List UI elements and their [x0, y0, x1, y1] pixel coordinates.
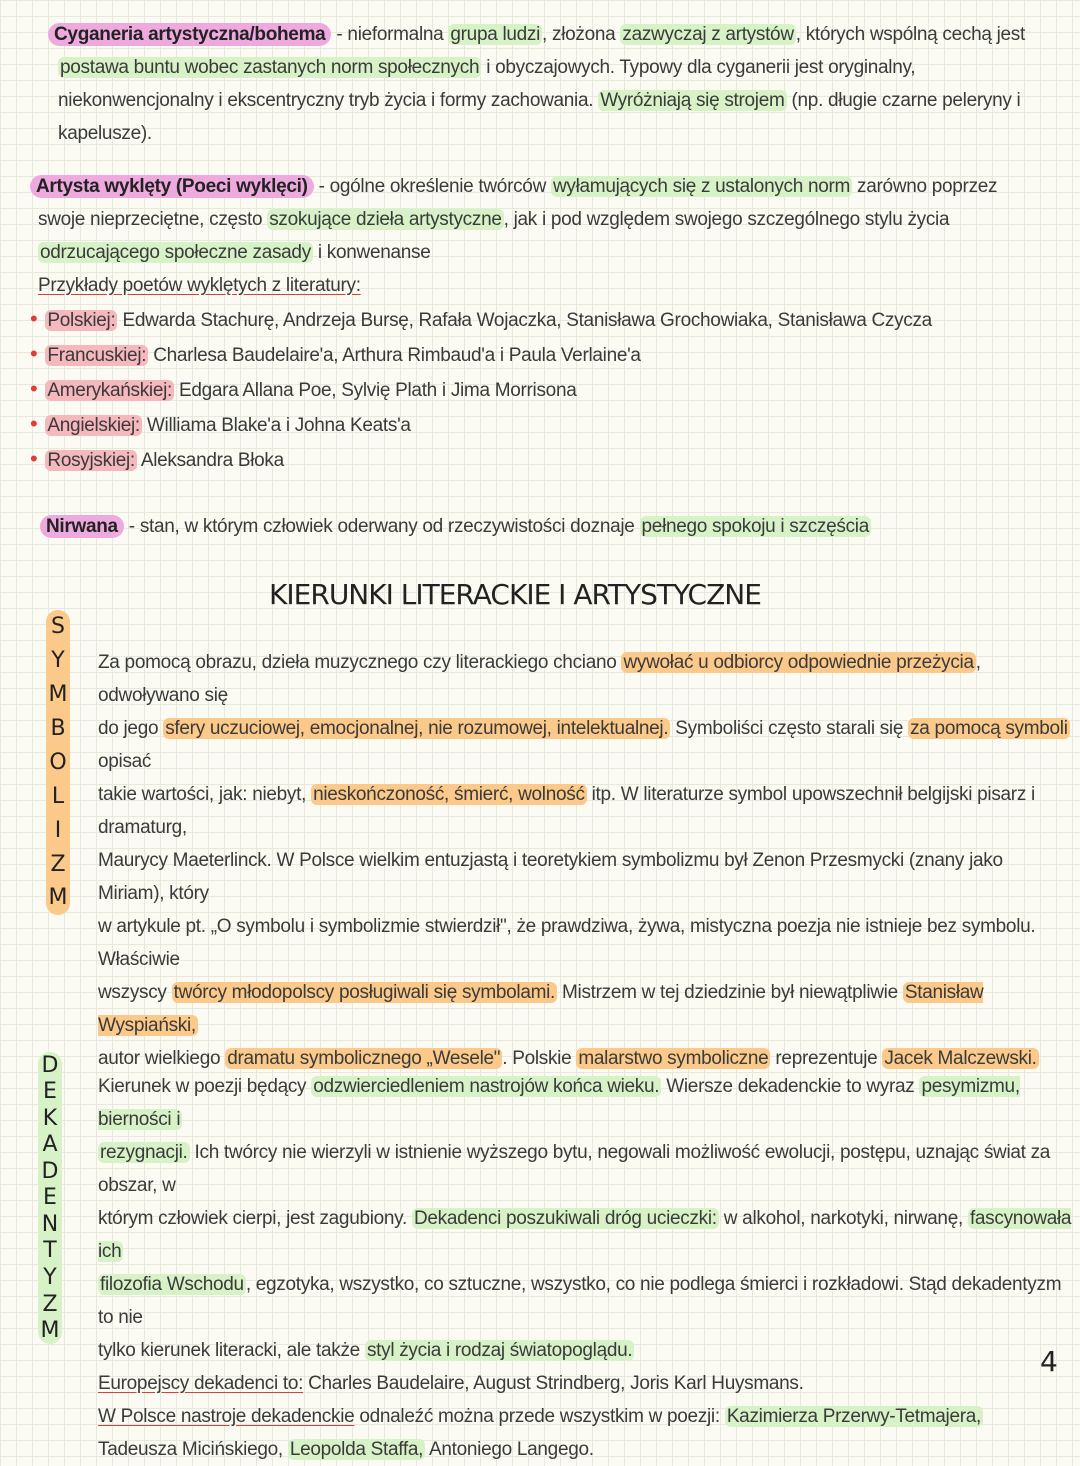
- text: wszyscy: [98, 982, 172, 1003]
- list-item-label: Rosyjskiej:: [47, 450, 135, 471]
- text: opisać: [98, 751, 152, 772]
- text: odnaleźć można przede wszystkim w poezji:: [354, 1406, 725, 1427]
- highlight: twórcy młodopolscy posługiwali się symbolami.: [173, 982, 556, 1003]
- text: - nieformalna: [331, 24, 449, 45]
- list-item: [30, 407, 1060, 442]
- vertical-letter: M: [48, 885, 68, 911]
- cyganeria-line-1: [48, 18, 1058, 51]
- text: niekonwencjonalny i ekscentryczny tryb życia i formy zachowania.: [58, 90, 599, 111]
- text: takie wartości, jak: niebyt,: [98, 784, 312, 805]
- vertical-letter: Y: [51, 648, 65, 674]
- highlight: Kazimierza Przerwy-Tetmajera,: [726, 1406, 982, 1427]
- dek-line-4: [98, 1268, 1073, 1334]
- vertical-letter: N: [41, 1211, 59, 1237]
- text: i konwenanse: [312, 242, 431, 263]
- dek-line-1: [98, 1070, 1073, 1136]
- section-cyganeria: [48, 18, 1058, 150]
- text: Kierunek w poezji będący: [98, 1076, 312, 1097]
- highlight: malarstwo symboliczne: [578, 1048, 769, 1069]
- term-nirwana: Nirwana: [40, 515, 124, 538]
- page-number: 4: [1040, 1345, 1058, 1378]
- list-item: [30, 372, 1060, 407]
- text: Symboliści często starali się: [670, 718, 909, 739]
- highlight: Wyróżniają się strojem: [600, 90, 785, 111]
- vertical-letter: T: [43, 1238, 57, 1264]
- section-symbolizm: [98, 646, 1073, 1075]
- text: itp. W literaturze symbol upowszechnił belgijski pisarz i dramaturg,: [98, 784, 1035, 838]
- dek-line-3: [98, 1202, 1073, 1268]
- vertical-letter: M: [40, 1318, 60, 1344]
- cyganeria-line-2: [48, 51, 1058, 84]
- section-dekadentyzm: [98, 1070, 1073, 1466]
- highlight: filozofia Wschodu: [100, 1274, 244, 1295]
- list-item-text: Edgara Allana Poe, Sylvię Plath i Jima Morrisona: [174, 380, 577, 401]
- text: - stan, w którym człowiek oderwany od rzeczywistości doznaje: [123, 516, 640, 537]
- bullet-icon: •: [30, 341, 38, 366]
- symbolizm-line-3: [98, 778, 1073, 844]
- vertical-letter: Z: [42, 1291, 58, 1317]
- dek-line-5: [98, 1334, 1073, 1367]
- list-item: [30, 302, 1060, 337]
- text: , odwoływano się: [98, 652, 981, 706]
- symbolizm-line-5: w artykule pt. „O symbolu i symbolizmie stwierdził", że prawdziwa, żywa, mistyczna poezja nie istnieje bez symbolu. Właściwie: [98, 916, 1036, 970]
- text: reprezentuje: [770, 1048, 883, 1069]
- text: Tadeusza Micińskiego,: [98, 1439, 288, 1460]
- highlight: dramatu symbolicznego „Wesele": [227, 1048, 501, 1069]
- dek-line-8: [98, 1433, 1073, 1466]
- vertical-letter: A: [42, 1132, 58, 1158]
- text: i obyczajowych. Typowy dla cyganerii jest oryginalny,: [481, 57, 916, 78]
- highlight: Leopolda Staffa,: [289, 1439, 424, 1460]
- text: Mistrzem w tej dziedzinie był niewątpliwie: [557, 982, 903, 1003]
- examples-title: [30, 269, 1060, 302]
- dek-line-7: [98, 1400, 1073, 1433]
- list-item-text: Aleksandra Błoka: [136, 450, 284, 471]
- highlight: wywołać u odbiorcy odpowiednie przeżycia: [623, 652, 974, 673]
- text: (np. długie czarne peleryny i: [786, 90, 1021, 111]
- text: , złożona: [542, 24, 621, 45]
- highlight: sfery uczuciowej, emocjonalnej, nie rozumowej, intelektualnej.: [165, 718, 669, 739]
- list-item: [30, 442, 1060, 477]
- section-nirwana: [40, 510, 1040, 543]
- vertical-letter: L: [51, 783, 65, 809]
- text: którym człowiek cierpi, jest zagubiony.: [98, 1208, 412, 1229]
- text: Antoniego Langego.: [425, 1439, 594, 1460]
- vertical-label-symbolizm: [46, 610, 70, 915]
- highlight: styl życia i rodzaj światopoglądu.: [366, 1340, 633, 1361]
- vertical-letter: E: [43, 1185, 57, 1211]
- text: zarówno poprzez: [852, 176, 998, 197]
- vertical-letter: I: [54, 817, 62, 843]
- vertical-letter: Z: [50, 851, 66, 877]
- vertical-letter: D: [41, 1158, 59, 1184]
- page-heading: KIERUNKI LITERACKIE I ARTYSTYCZNE: [269, 578, 761, 611]
- vertical-letter: D: [41, 1052, 59, 1078]
- highlight: Dekadenci poszukiwali dróg ucieczki:: [413, 1208, 717, 1229]
- highlight: odrzucającego społeczne zasady: [40, 242, 311, 263]
- underlined-text: W Polsce nastroje dekadenckie: [98, 1406, 355, 1427]
- text: swoje nieprzeciętne, często: [38, 209, 268, 230]
- text: Charles Baudelaire, August Strindberg, Joris Karl Huysmans.: [303, 1373, 804, 1394]
- highlight: nieskończoność, śmierć, wolność: [313, 784, 585, 805]
- highlight: odzwierciedleniem nastrojów końca wieku.: [313, 1076, 660, 1097]
- text: - ogólne określenie twórców: [313, 176, 551, 197]
- list-item-label: Amerykańskiej:: [47, 380, 173, 401]
- list-item: [30, 337, 1060, 372]
- cyganeria-line-4: kapelusze).: [58, 123, 152, 144]
- text: autor wielkiego: [98, 1048, 226, 1069]
- highlight: grupa ludzi: [450, 24, 541, 45]
- list-item-label: Polskiej:: [47, 310, 116, 331]
- wyklety-line-1: [30, 170, 1060, 203]
- text: Za pomocą obrazu, dzieła muzycznego czy literackiego chciano: [98, 652, 622, 673]
- list-item-text: Williama Blake'a i Johna Keats'a: [141, 415, 411, 436]
- section-artysta-wyklety: [30, 170, 1060, 477]
- symbolizm-line-2: [98, 712, 1073, 778]
- bullet-icon: •: [30, 306, 38, 331]
- vertical-letter: M: [48, 682, 68, 708]
- text: w alkohol, narkotyki, nirwanę,: [718, 1208, 968, 1229]
- underlined-text: Europejscy dekadenci to:: [98, 1373, 304, 1394]
- text: . Polskie: [502, 1048, 577, 1069]
- dek-line-6: [98, 1367, 1073, 1400]
- wyklety-line-3: [30, 236, 1060, 269]
- list-item-label: Angielskiej:: [47, 415, 140, 436]
- bullet-icon: •: [30, 411, 38, 436]
- highlight: zazwyczaj z artystów: [622, 24, 794, 45]
- symbolizm-line-4: Maurycy Maeterlinck. W Polsce wielkim entuzjastą i teoretykiem symbolizmu był Zenon Przesmycki (znany jako Miriam), który: [98, 850, 1003, 904]
- highlight: rezygnacji.: [100, 1142, 188, 1163]
- highlight: wyłamujących się z ustalonych norm: [552, 176, 851, 197]
- bullet-icon: •: [30, 446, 38, 471]
- bullet-icon: •: [30, 376, 38, 401]
- term-artysta-wyklety: Artysta wyklęty (Poeci wyklęci): [30, 175, 314, 198]
- highlight: pesymizmu, bierności i: [98, 1076, 1020, 1130]
- vertical-letter: B: [50, 716, 66, 742]
- highlight: pełnego spokoju i szczęścia: [641, 516, 869, 537]
- highlight: fascynowała ich: [98, 1208, 1072, 1262]
- term-cyganeria: Cyganeria artystyczna/bohema: [48, 23, 331, 46]
- vertical-letter: S: [51, 614, 65, 640]
- text: , których wspólną cechą jest: [795, 24, 1025, 45]
- vertical-letter: O: [49, 749, 67, 775]
- list-item-text: Charlesa Baudelaire'a, Arthura Rimbaud'a i Paula Verlaine'a: [148, 345, 641, 366]
- cyganeria-line-3: [48, 84, 1058, 117]
- symbolizm-line-1: [98, 646, 1073, 712]
- text: tylko kierunek literacki, ale także: [98, 1340, 365, 1361]
- highlight: Jacek Malczewski.: [884, 1048, 1037, 1069]
- vertical-label-dekadentyzm: [38, 1052, 62, 1344]
- vertical-letter: E: [43, 1079, 57, 1105]
- symbolizm-line-6: [98, 976, 1073, 1042]
- dek-line-2: [98, 1136, 1073, 1202]
- highlight: szokujące dzieła artystyczne: [269, 209, 502, 230]
- list-item-label: Francuskiej:: [47, 345, 147, 366]
- highlight: Stanisław Wyspiański,: [98, 982, 984, 1036]
- wyklety-line-2: [30, 203, 1060, 236]
- highlight: za pomocą symboli: [910, 718, 1068, 739]
- text: do jego: [98, 718, 164, 739]
- list-item-text: Edwarda Stachurę, Andrzeja Bursę, Rafała Wojaczka, Stanisława Grochowiaka, Stanisława Czycza: [117, 310, 932, 331]
- highlight: postawa buntu wobec zastanych norm społecznych: [60, 57, 480, 78]
- text: Wiersze dekadenckie to wyraz: [661, 1076, 920, 1097]
- text: Przykłady poetów wyklętych z literatury:: [38, 275, 361, 296]
- vertical-letter: K: [42, 1105, 58, 1131]
- text: , jak i pod względem swojego szczególnego stylu życia: [503, 209, 950, 230]
- text: , egzotyka, wszystko, co sztuczne, wszystko, co nie podlega śmierci i rozkładowi. Stąd dekadentyzm to nie: [98, 1274, 1062, 1328]
- vertical-letter: Y: [43, 1265, 57, 1291]
- text: Ich twórcy nie wierzyli w istnienie wyższego bytu, negowali możliwość ewolucji, postępu, uznając świat za obszar, w: [98, 1142, 1051, 1196]
